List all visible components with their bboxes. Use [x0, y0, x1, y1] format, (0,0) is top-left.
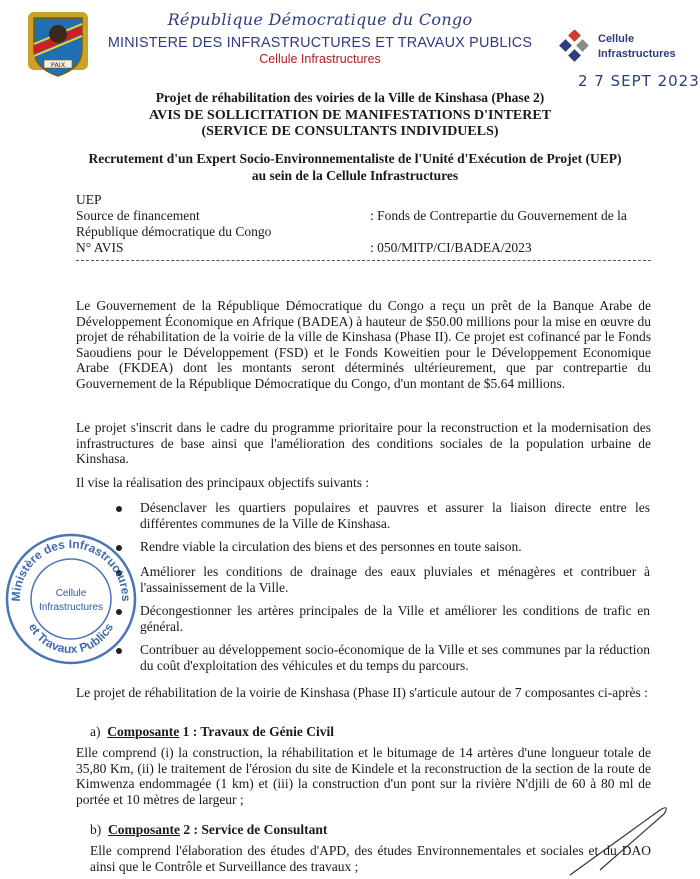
component-a-heading [90, 724, 334, 740]
avis-value: : 050/MITP/CI/BADEA/2023 [370, 240, 532, 255]
stamp-bottom-text: et Travaux Publics [25, 620, 117, 657]
signature-mark [560, 800, 680, 879]
recruitment-title [40, 150, 670, 184]
paragraph-3: Il vise la réalisation des principaux objectifs suivants : [76, 475, 370, 490]
component-b-heading [90, 822, 327, 838]
paragraph-4: Le projet de réhabilitation de la voirie de Kinshasa (Phase II) s'articule autour de 7 composantes ci-après : [76, 685, 648, 700]
objective-item: Décongestionner les artères principales de la Ville et améliorer les conditions de trafic en général. [140, 603, 650, 634]
notice-line-1: AVIS DE SOLLICITATION DE MANIFESTATIONS D'INTERET [148, 108, 552, 123]
logo-line-1: Cellule [598, 33, 635, 45]
bullet-dot [116, 506, 122, 512]
stamp-center-1: Cellule [55, 588, 87, 599]
cellule-logo-text [598, 32, 676, 62]
letterhead [100, 10, 540, 66]
recruit-line-2: au sein de la Cellule Infrastructures [251, 168, 459, 183]
component-b-prefix: b) [90, 822, 102, 837]
component-b-word: Composante [108, 822, 181, 837]
notice-line-2: (SERVICE DE CONSULTANTS INDIVIDUELS) [201, 124, 499, 139]
stamp-top-text: Ministère des Infrastructures [8, 536, 134, 602]
stamp-center-2: Infrastructures [39, 602, 103, 613]
cellule-logo-icon [556, 30, 596, 66]
paragraph-2: Le projet s'inscrit dans le cadre du programme prioritaire pour la reconstruction et la modernisation des infrastructures de base ainsi que l'amélioration des conditions sociales de la population urbaine de Kinshasa. [76, 420, 651, 466]
uep-label: UEP [76, 192, 102, 207]
republic-name: République Démocratique du Congo [167, 10, 473, 29]
unit-name: Cellule Infrastructures [259, 52, 381, 66]
objective-item: Rendre viable la circulation des biens et des personnes en toute saison. [140, 539, 522, 554]
ministry-name: MINISTERE DES INFRASTRUCTURES ET TRAVAUX PUBLICS [107, 35, 533, 51]
date-stamp: 2 7 SEPT 2023 [578, 72, 700, 90]
component-a-title: 1 : Travaux de Génie Civil [179, 724, 335, 739]
objective-item: Désenclaver les quartiers populaires et pauvres et assurer la liaison directe entre les différentes communes de la Ville de Kinshasa. [140, 500, 650, 531]
component-b-text: Elle comprend l'élaboration des études d'APD, des études Environnementales et sociales et du DAO ainsi que le Contrôle et Surveillance des travaux ; [90, 843, 651, 874]
funding-value: : Fonds de Contrepartie du Gouvernement de la [370, 208, 627, 223]
coat-of-arms-logo [22, 6, 94, 84]
paragraph-1: Le Gouvernement de la République Démocratique du Congo a reçu un prêt de la Banque Arabe de Développement Économique en Afrique (BADEA) à hauteur de $50.00 millions pour la mise en œuvre du projet de réhabilitation de la voirie de la ville de Kinshasa (Phase II). Ce projet est cofinancé par le Fonds Saoudiens pour le Développement (FSD) et le Fonds Koweitien pour le Développement Economique Arabe (FKDEA) dont les montants seront déterminés ultérieurement, que par contrepartie du Gouvernement de la République Démocratique du Congo, d'un montant de $5.64 millions. [76, 298, 651, 391]
notice-title [0, 108, 700, 140]
logo-line-2: Infrastructures [598, 48, 676, 60]
component-b-title: 2 : Service de Consultant [180, 822, 328, 837]
component-a-text: Elle comprend (i) la construction, la réhabilitation et le bitumage de 14 artères d'une longueur totale de 35,80 Km, (ii) le traitement de l'érosion du site de Kindele et la reconstruction de la section de la route de Kimwenza endommagée (1 km) et (iii) la construction d'un pont sur la rivière N'djili de 60 à 80 ml de portée et 10 mètres de largeur ; [76, 745, 651, 807]
official-stamp [2, 530, 140, 668]
objective-item: Contribuer au développement socio-économique de la Ville et ses communes par la réduction du coût d'exploitation des véhicules et du temps du parcours. [140, 642, 650, 673]
funding-continuation: République démocratique du Congo [76, 224, 272, 239]
coat-motto: PAIX [50, 61, 66, 69]
objective-item: Améliorer les conditions de drainage des eaux pluviales et ménagères et contribuer à l'assainissement de la Ville. [140, 564, 650, 595]
component-a-word: Composante [107, 724, 180, 739]
divider [76, 260, 651, 261]
funding-label: Source de financement [76, 208, 200, 223]
recruit-line-1: Recrutement d'un Expert Socio-Environnementaliste de l'Unité d'Exécution de Projet (UEP) [88, 151, 622, 166]
project-title: Projet de réhabilitation des voiries de la Ville de Kinshasa (Phase 2) [155, 90, 545, 105]
component-a-prefix: a) [90, 724, 101, 739]
avis-label: N° AVIS [76, 240, 124, 255]
